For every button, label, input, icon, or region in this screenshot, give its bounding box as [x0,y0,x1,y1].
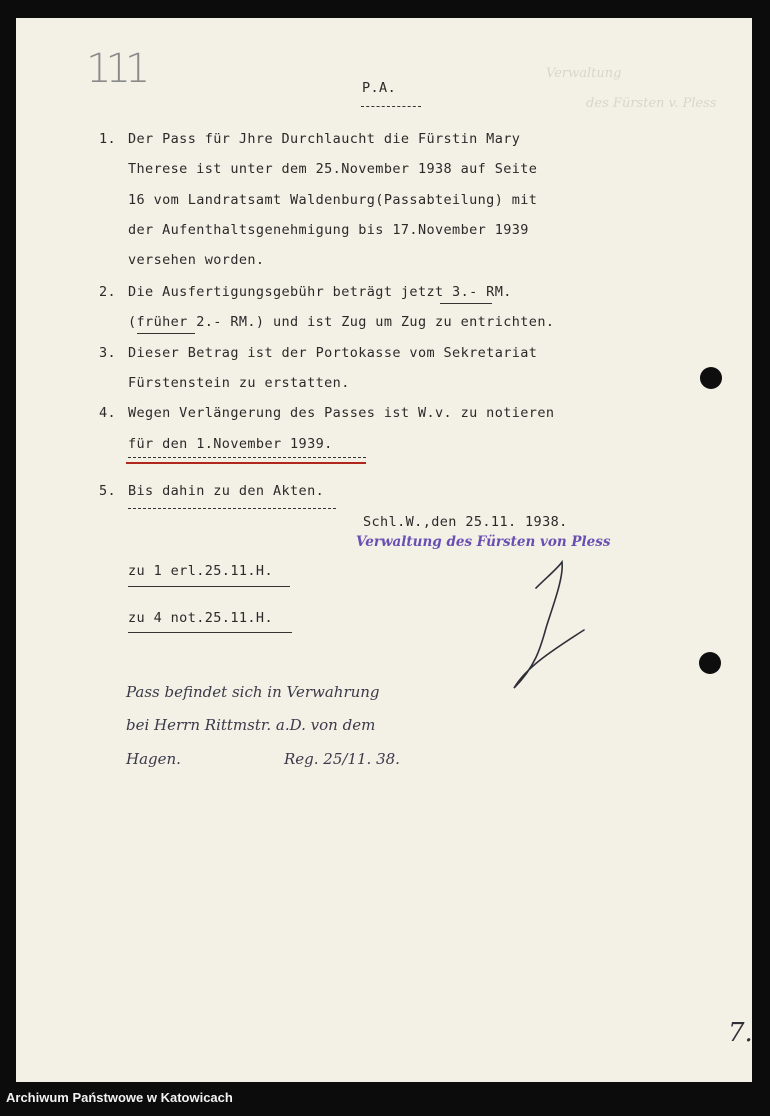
handwritten-line-2: bei Herrn Rittmstr. a.D. von dem [126,716,376,734]
item-3-line-1: Dieser Betrag ist der Portokasse vom Sekretariat [128,345,538,361]
item-1-number: 1. [99,131,117,147]
handwritten-line-3: Hagen. [126,750,181,768]
item-4-line-2: für den 1.November 1939. [128,436,333,452]
underline-frueher [137,333,195,334]
item-1-line-2: Therese ist unter dem 25.November 1938 auf Seite [128,161,538,177]
note-2-underline [128,632,292,633]
item-4-red-underline [126,462,366,464]
administration-stamp: Verwaltung des Fürsten von Pless [356,534,611,550]
item-1-line-1: Der Pass für Jhre Durchlaucht die Fürstin Mary [128,131,521,147]
item-2-line-2: (früher 2.- RM.) und ist Zug um Zug zu entrichten. [128,314,555,330]
item-2-number: 2. [99,284,117,300]
handwritten-registry: Reg. 25/11. 38. [284,750,400,768]
item-4-dashed-underline [128,457,366,458]
item-1-line-4: der Aufenthaltsgenehmigung bis 17.November 1939 [128,222,529,238]
document-page [16,18,752,1082]
punch-hole-bottom [699,652,721,674]
archive-footer: Archiwum Państwowe w Katowicach [6,1090,233,1105]
place-date: Schl.W.,den 25.11. 1938. [363,514,568,530]
item-5-number: 5. [99,483,117,499]
header-underline [361,106,421,107]
punch-hole-top [700,367,722,389]
item-4-number: 4. [99,405,117,421]
bleed-through-text-2: des Fürsten v. Pless [586,96,717,111]
note-1: zu 1 erl.25.11.H. [128,563,273,579]
corner-mark: 7. [728,1018,753,1048]
header-pa: P.A. [362,80,397,96]
bleed-through-text: Verwaltung [546,66,622,81]
item-4-line-1: Wegen Verlängerung des Passes ist W.v. zu notieren [128,405,555,421]
handwritten-signature [506,558,596,693]
item-2-line-1: Die Ausfertigungsgebühr beträgt jetzt 3.- RM. [128,284,512,300]
item-1-line-3: 16 vom Landratsamt Waldenburg(Passabteilung) mit [128,192,538,208]
item-1-line-5: versehen worden. [128,252,265,268]
handwritten-line-1: Pass befindet sich in Verwahrung [126,683,380,701]
folio-number: 111 [86,46,145,92]
underline-jetzt [440,303,492,304]
item-3-line-2: Fürstenstein zu erstatten. [128,375,350,391]
item-3-number: 3. [99,345,117,361]
note-1-underline [128,586,290,587]
item-5-line-1: Bis dahin zu den Akten. [128,483,325,499]
item-5-dashed-underline [128,508,336,509]
note-2: zu 4 not.25.11.H. [128,610,273,626]
